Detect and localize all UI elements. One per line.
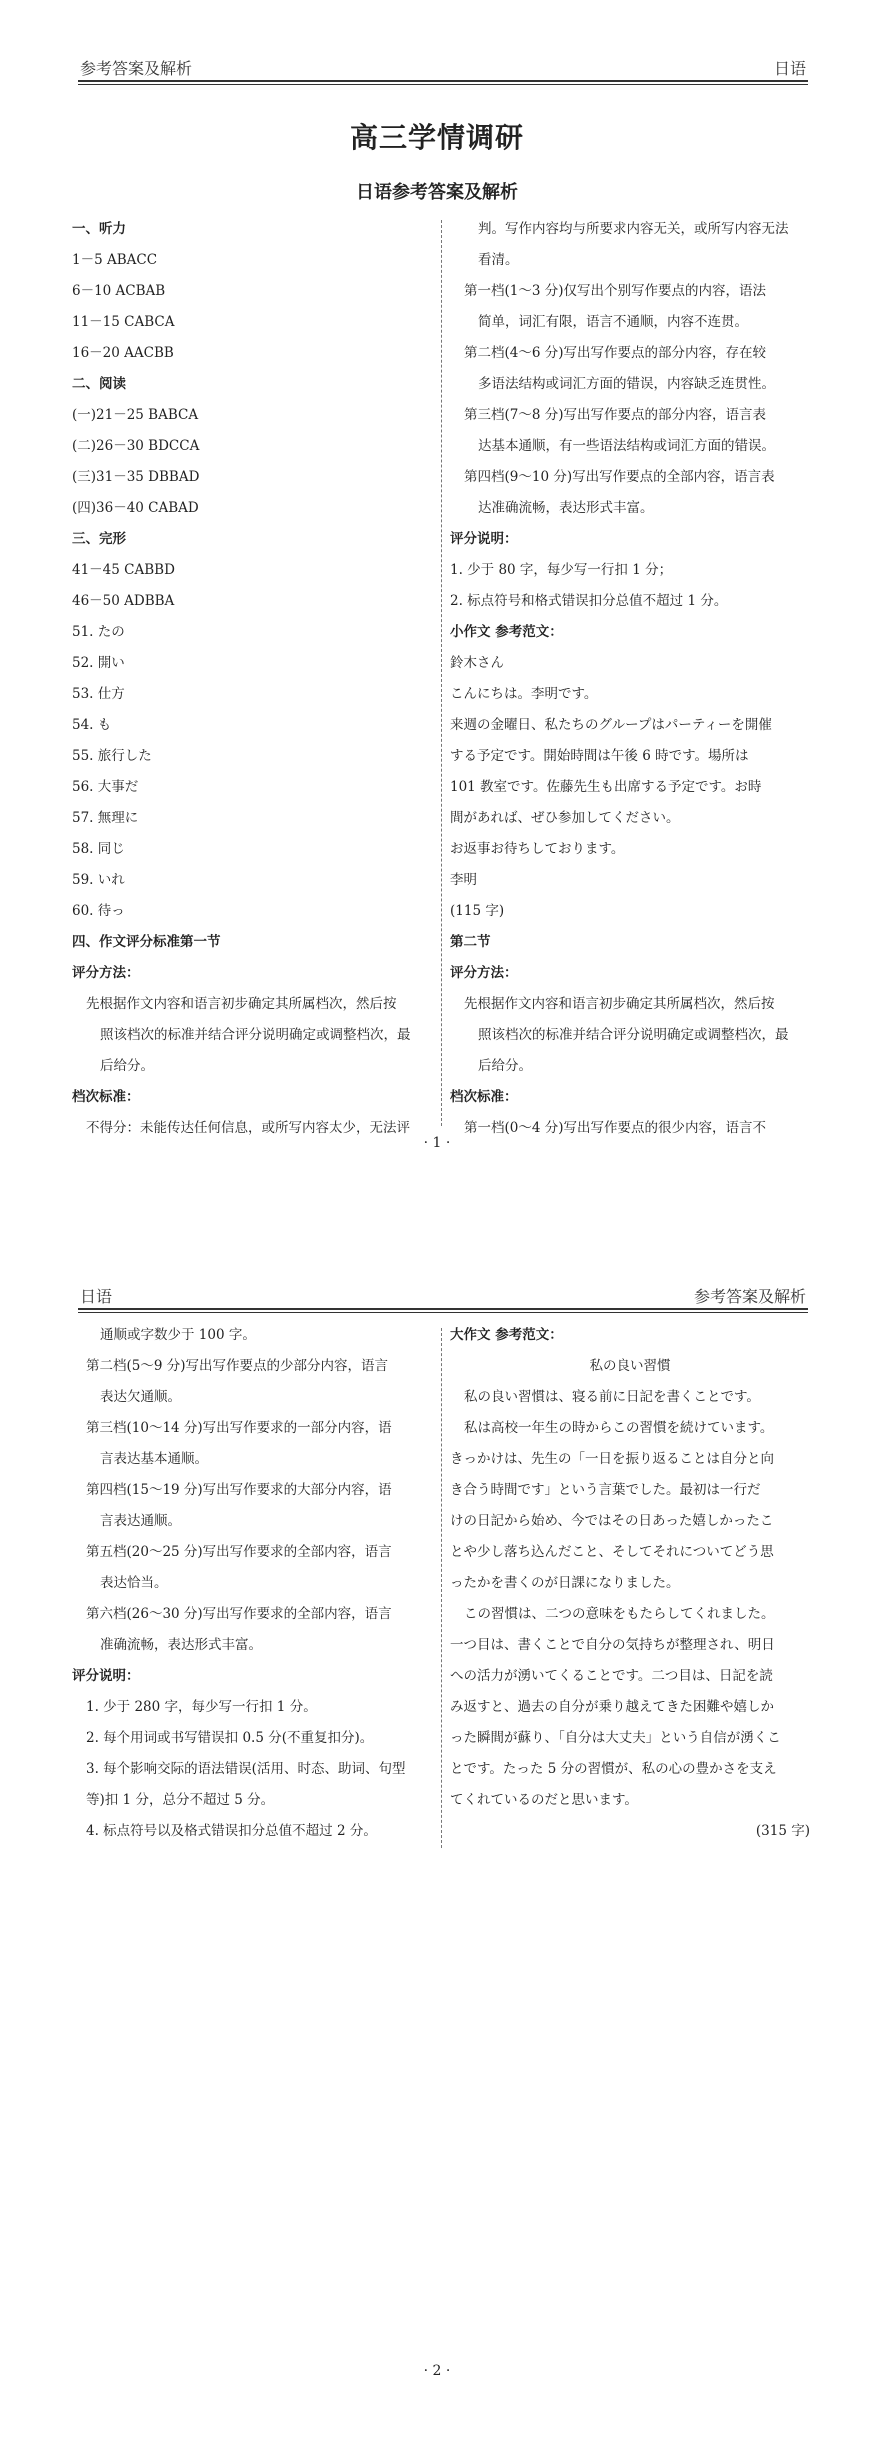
page-number: · 1 · — [423, 1135, 451, 1151]
text-line: 1. 少于 80 字，每少写一行扣 1 分； — [450, 562, 673, 578]
right-column — [450, 1320, 810, 1847]
text-line: ったかを書くのが日課になりました。 — [450, 1575, 680, 1591]
text-line: 照该档次的标准并结合评分说明确定或调整档次，最 — [100, 1027, 411, 1043]
text-line: 11－15 CABCA — [72, 314, 175, 330]
text-line: 53. 仕方 — [72, 686, 125, 702]
section-heading: 评分方法： — [450, 965, 518, 981]
section-heading: 评分方法： — [72, 965, 140, 981]
text-line: 56. 大事だ — [72, 779, 139, 795]
section-heading: 第二节 — [450, 934, 491, 950]
text-line: 57. 無理に — [72, 810, 139, 826]
text-line: 第四档(15～19 分)写出写作要求的大部分内容，语 — [86, 1482, 392, 1498]
text-line: 54. も — [72, 717, 112, 733]
text-line: (315 字) — [755, 1823, 810, 1839]
text-line: てくれているのだと思います。 — [450, 1792, 638, 1808]
text-line: する予定です。開始時間は午後 6 時です。場所は — [450, 748, 749, 764]
text-line: 先根据作文内容和语言初步确定其所属档次，然后按 — [464, 996, 775, 1012]
section-heading: 小作文 参考范文： — [450, 624, 563, 640]
text-line: 第五档(20～25 分)写出写作要求的全部内容，语言 — [86, 1544, 392, 1560]
text-line: 59. いれ — [72, 872, 125, 888]
text-line: けの日記から始め、今ではその日あった嬉しかったこ — [450, 1513, 774, 1529]
text-line: とや少し落ち込んだこと、そしてそれについてどう思 — [450, 1544, 774, 1560]
right-column — [450, 214, 810, 1144]
text-line: 达准确流畅，表达形式丰富。 — [478, 500, 654, 516]
text-line: 私の良い習慣 — [589, 1358, 671, 1374]
text-line: (四)36－40 CABAD — [72, 500, 199, 516]
page-title: 高三学情调研 — [349, 121, 524, 154]
header-right: 日语 — [773, 59, 806, 78]
section-heading: 档次标准： — [72, 1089, 140, 1105]
text-line: 51. たの — [72, 624, 125, 640]
text-line: 李明 — [450, 872, 477, 888]
text-line: この習慣は、二つの意味をもたらしてくれました。 — [464, 1606, 775, 1622]
section-heading: 评分说明： — [72, 1668, 140, 1684]
text-line: 第三档(7～8 分)写出写作要点的部分内容，语言表 — [464, 407, 767, 423]
text-line: 第一档(1～3 分)仅写出个别写作要点的内容，语法 — [464, 283, 767, 299]
text-line: 2. 每个用词或书写错误扣 0.5 分(不重复扣分)。 — [86, 1730, 374, 1746]
text-line: 后给分。 — [478, 1058, 532, 1074]
header-rule-thin — [78, 84, 808, 85]
text-line: 58. 同じ — [72, 841, 125, 857]
text-line: 間があれば、ぜひ参加してください。 — [450, 810, 680, 826]
text-line: 4. 标点符号以及格式错误扣分总值不超过 2 分。 — [86, 1823, 377, 1839]
text-line: 后给分。 — [100, 1058, 154, 1074]
text-line: 第三档(10～14 分)写出写作要求的一部分内容，语 — [86, 1420, 392, 1436]
left-column — [72, 214, 432, 1144]
section-heading: 三、完形 — [72, 531, 126, 547]
text-line: 鈴木さん — [450, 655, 504, 671]
section-heading: 四、作文评分标准第一节 — [72, 934, 221, 950]
text-line: (三)31－35 DBBAD — [72, 469, 200, 485]
text-line: 55. 旅行した — [72, 748, 152, 764]
text-line: 私の良い習慣は、寝る前に日記を書くことです。 — [464, 1389, 760, 1405]
text-line: 先根据作文内容和语言初步确定其所属档次，然后按 — [86, 996, 397, 1012]
text-line: (一)21－25 BABCA — [72, 407, 199, 423]
header-left: 参考答案及解析 — [80, 59, 193, 78]
text-line: 第四档(9～10 分)写出写作要点的全部内容，语言表 — [464, 469, 775, 485]
text-line: 52. 開い — [72, 655, 125, 671]
text-line: 照该档次的标准并结合评分说明确定或调整档次，最 — [478, 1027, 789, 1043]
left-column — [72, 1320, 432, 1847]
text-line: き合う時間です」という言葉でした。最初は一行だ — [450, 1482, 761, 1498]
section-heading: 评分说明： — [450, 531, 518, 547]
text-line: 私は高校一年生の時からこの習慣を続けています。 — [464, 1420, 774, 1436]
header-right: 参考答案及解析 — [693, 1287, 806, 1306]
text-line: 60. 待っ — [72, 903, 125, 919]
text-line: 6－10 ACBAB — [72, 283, 166, 299]
text-line: (115 字) — [450, 903, 505, 919]
text-line: お返事お待ちしております。 — [450, 841, 625, 857]
text-line: 言表达通顺。 — [100, 1513, 181, 1529]
text-line: 第六档(26～30 分)写出写作要求的全部内容，语言 — [86, 1606, 392, 1622]
section-heading: 一、听力 — [72, 221, 126, 237]
text-line: 1－5 ABACC — [72, 252, 158, 268]
section-heading: 档次标准： — [450, 1089, 518, 1105]
column-divider — [441, 1328, 442, 1848]
text-line: み返すと、過去の自分が乗り越えてきた困難や嬉しか — [450, 1699, 774, 1715]
section-heading: 大作文 参考范文： — [450, 1327, 563, 1343]
text-line: 一つ目は、書くことで自分の気持ちが整理され、明日 — [450, 1637, 775, 1653]
text-line: 来週の金曜日、私たちのグループはパーティーを開催 — [450, 717, 772, 733]
page-2 — [0, 1228, 874, 2456]
text-line: った瞬間が蘇り、「自分は大丈夫」という自信が湧くこ — [450, 1730, 781, 1746]
text-line: 准确流畅，表达形式丰富。 — [100, 1637, 262, 1653]
text-line: 46－50 ADBBA — [72, 593, 175, 609]
text-line: 简单，词汇有限，语言不通顺，内容不连贯。 — [478, 314, 748, 330]
page-number: · 2 · — [423, 2363, 451, 2379]
text-line: (二)26－30 BDCCA — [72, 438, 200, 454]
text-line: こんにちは。李明です。 — [450, 686, 598, 702]
header-rule-thin — [78, 1312, 808, 1313]
header-rule — [78, 1308, 808, 1310]
text-line: 3. 每个影响交际的语法错误(活用、时态、助词、句型 — [86, 1761, 406, 1777]
text-line: 判。写作内容均与所要求内容无关，或所写内容无法 — [478, 221, 789, 237]
text-line: 41－45 CABBD — [72, 562, 175, 578]
section-heading: 二、阅读 — [72, 376, 126, 392]
text-line: 第一档(0～4 分)写出写作要点的很少内容，语言不 — [464, 1120, 767, 1136]
text-line: 表达欠通顺。 — [100, 1389, 181, 1405]
text-line: 1. 少于 280 字，每少写一行扣 1 分。 — [86, 1699, 317, 1715]
text-line: への活力が湧いてくることです。二つ目は、日記を読 — [450, 1668, 773, 1684]
text-line: 通顺或字数少于 100 字。 — [100, 1327, 256, 1343]
text-line: 看清。 — [478, 252, 519, 268]
page-subtitle: 日语参考答案及解析 — [356, 182, 518, 203]
text-line: きっかけは、先生の「一日を振り返ることは自分と向 — [450, 1451, 774, 1467]
text-line: 表达恰当。 — [100, 1575, 168, 1591]
header-rule — [78, 80, 808, 82]
text-line: 不得分：未能传达任何信息，或所写内容太少，无法评 — [86, 1120, 410, 1136]
text-line: 达基本通顺，有一些语法结构或词汇方面的错误。 — [478, 438, 775, 454]
text-line: 言表达基本通顺。 — [100, 1451, 208, 1467]
text-line: とです。たった 5 分の習慣が、私の心の豊かさを支え — [450, 1761, 777, 1777]
text-line: 第二档(5～9 分)写出写作要点的少部分内容，语言 — [86, 1358, 389, 1374]
text-line: 第二档(4～6 分)写出写作要点的部分内容，存在较 — [464, 345, 767, 361]
text-line: 2. 标点符号和格式错误扣分总值不超过 1 分。 — [450, 593, 728, 609]
text-line: 多语法结构或词汇方面的错误，内容缺乏连贯性。 — [478, 376, 775, 392]
text-line: 16－20 AACBB — [72, 345, 174, 361]
header-left: 日语 — [80, 1287, 113, 1306]
text-line: 101 教室です。佐藤先生も出席する予定です。お時 — [450, 779, 762, 795]
column-divider — [441, 220, 442, 1126]
text-line: 等)扣 1 分，总分不超过 5 分。 — [86, 1792, 275, 1808]
